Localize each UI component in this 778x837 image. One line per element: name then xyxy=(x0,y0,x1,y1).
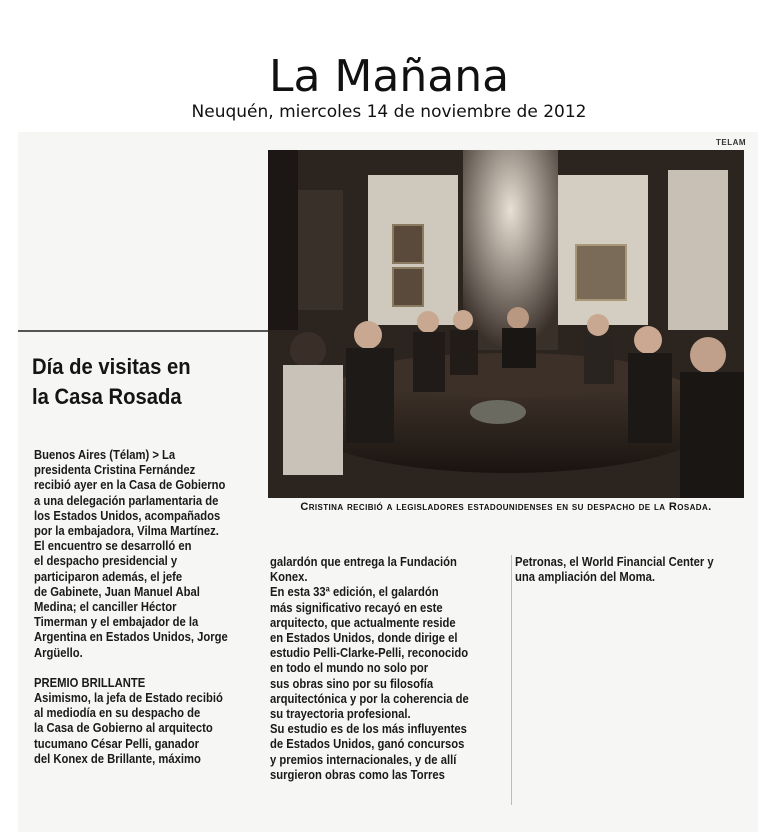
paragraph-spacer xyxy=(34,661,270,676)
subhead: PREMIO BRILLANTE xyxy=(34,675,146,690)
text-line: participaron además, el jefe xyxy=(34,569,183,584)
text-line: Buenos Aires (Télam) > La xyxy=(34,448,176,462)
text-line: Timerman y el embajador de la xyxy=(34,615,199,630)
text-line: Asimismo, la jefa de Estado recibió xyxy=(34,691,223,706)
text-line: El encuentro se desarrolló en xyxy=(34,539,192,554)
text-line: arquitecto, que actualmente reside xyxy=(270,615,456,630)
text-line: por la embajadora, Vilma Martínez. xyxy=(34,524,219,539)
text-line: el despacho presidencial y xyxy=(34,554,178,569)
text-line: al mediodía en su despacho de xyxy=(34,706,201,721)
text-line: Konex. xyxy=(270,570,308,585)
text-line: Argüello. xyxy=(34,645,83,660)
newspaper-title: La Mañana xyxy=(268,51,510,102)
text-line: Su estudio es de los más influyentes xyxy=(270,722,467,737)
text-line: recibió ayer en la Casa de Gobierno xyxy=(34,478,226,493)
text-line: la Casa de Gobierno al arquitecto xyxy=(34,721,213,736)
text-line: y premios internacionales, y de allí xyxy=(270,752,457,767)
article-photo xyxy=(268,150,744,498)
text-line: de Gabinete, Juan Manuel Abal xyxy=(34,584,200,599)
text-line: galardón que entrega la Fundación xyxy=(270,555,457,569)
text-line: en Estados Unidos, donde dirige el xyxy=(270,631,458,646)
article-headline xyxy=(32,352,245,412)
text-line: del Konex de Brillante, máximo xyxy=(34,751,201,766)
meeting-room-photo xyxy=(268,150,744,498)
text-line: presidenta Cristina Fernández xyxy=(34,463,196,478)
headline-rule xyxy=(18,330,268,332)
text-line: más significativo recayó en este xyxy=(270,600,443,615)
text-line: los Estados Unidos, acompañados xyxy=(34,508,221,523)
photo-credit: TELAM xyxy=(716,138,747,147)
text-line: arquitectónica y por la coherencia de xyxy=(270,691,469,706)
dateline: Neuquén, miercoles 14 de noviembre de 2012 xyxy=(191,102,587,122)
article-column-3 xyxy=(515,555,747,585)
text-line: sus obras sino por su filosofía xyxy=(270,676,434,691)
headline-line: la Casa Rosada xyxy=(32,384,182,409)
photo-caption: Cristina recibió a legisladores estadounidenses en su despacho de la Rosada. xyxy=(300,501,712,513)
headline-line: Día de visitas en xyxy=(32,354,191,379)
text-line: en todo el mundo no solo por xyxy=(270,661,429,676)
column-divider xyxy=(511,555,512,805)
text-line: a una delegación parlamentaria de xyxy=(34,493,219,508)
text-line: su trayectoria profesional. xyxy=(270,707,411,722)
text-line: Medina; el canciller Héctor xyxy=(34,600,177,615)
text-line: surgieron obras como las Torres xyxy=(270,767,445,782)
text-line: de Estados Unidos, ganó concursos xyxy=(270,737,465,752)
article-column-1 xyxy=(34,448,270,767)
text-line: tucumano César Pelli, ganador xyxy=(34,736,200,751)
text-line: una ampliación del Moma. xyxy=(515,570,656,585)
text-line: En esta 33ª edición, el galardón xyxy=(270,585,439,600)
text-line: Petronas, el World Financial Center y xyxy=(515,555,714,569)
text-line: estudio Pelli-Clarke-Pelli, reconocido xyxy=(270,646,469,661)
article-column-2 xyxy=(270,555,511,783)
text-line: Argentina en Estados Unidos, Jorge xyxy=(34,630,228,645)
